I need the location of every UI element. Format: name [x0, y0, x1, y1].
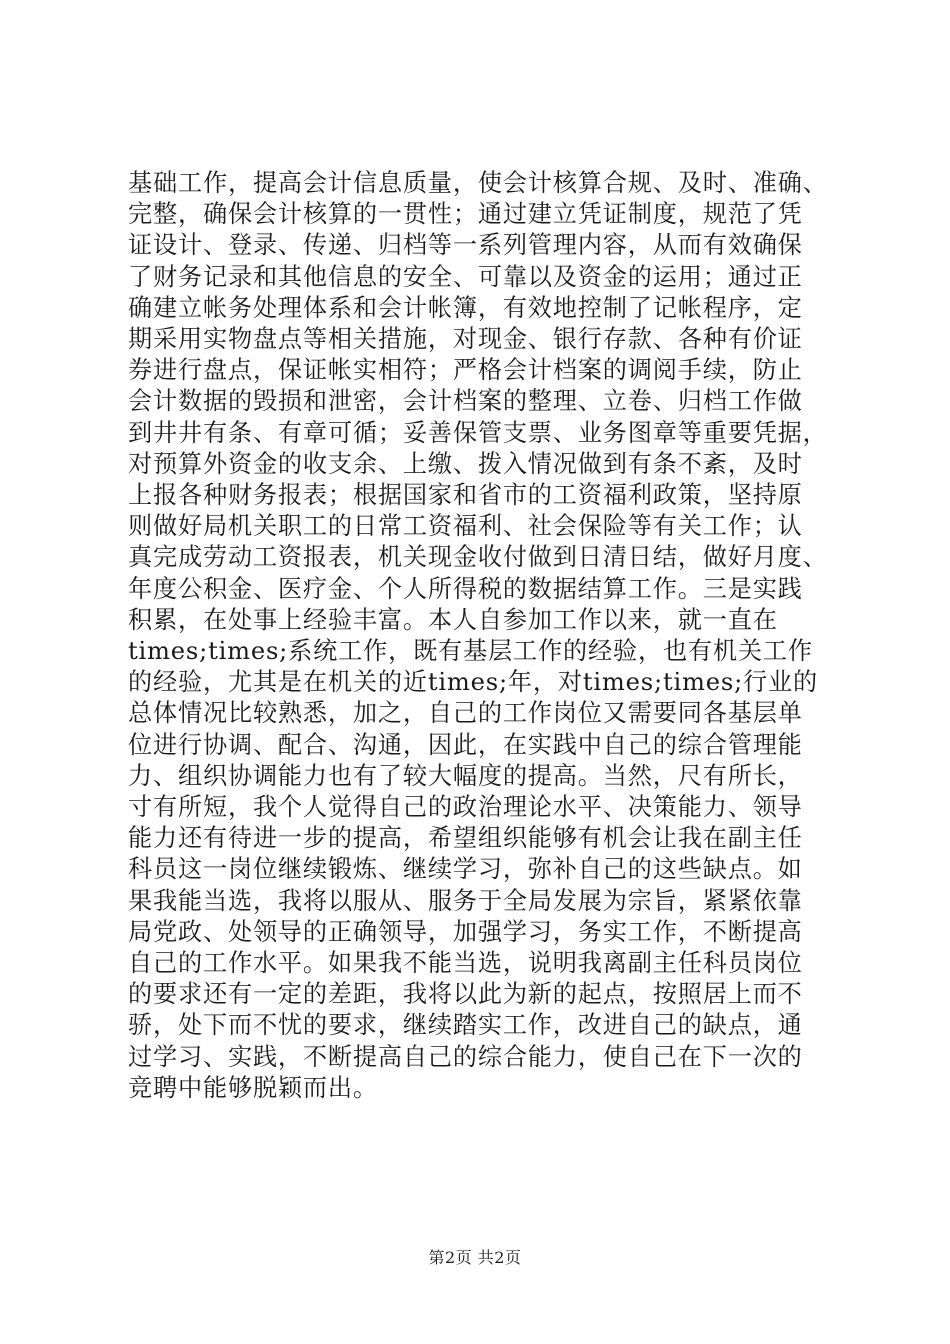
- text-line: 局党政、处领导的正确领导，加强学习，务实工作，不断提高: [128, 917, 803, 946]
- text-line: 竞聘中能够脱颖而出。: [128, 1073, 378, 1102]
- text-line: 的经验，尤其是在机关的近times;年，对times;times;行业的: [128, 668, 818, 697]
- text-line: 位进行协调、配合、沟通，因此，在实践中自己的综合管理能: [128, 730, 803, 759]
- text-line: 总体情况比较熟悉，加之，自己的工作岗位又需要同各基层单: [128, 699, 803, 728]
- text-line: 自己的工作水平。如果我不能当选，说明我离副主任科员岗位: [128, 949, 803, 978]
- text-line: 了财务记录和其他信息的安全、可靠以及资金的运用；通过正: [128, 262, 803, 291]
- body-text: [128, 168, 840, 1104]
- text-line: 骄，处下而不忧的要求，继续踏实工作，改进自己的缺点，通: [128, 1011, 803, 1040]
- text-line: 力、组织协调能力也有了较大幅度的提高。当然，尺有所长，: [128, 761, 803, 790]
- text-line: 的要求还有一定的差距，我将以此为新的起点，按照居上而不: [128, 980, 803, 1009]
- text-line: 科员这一岗位继续锻炼、继续学习，弥补自己的这些缺点。如: [128, 855, 803, 884]
- text-line: 果我能当选，我将以服从、服务于全局发展为宗旨，紧紧依靠: [128, 886, 803, 915]
- text-line: 则做好局机关职工的日常工资福利、社会保险等有关工作；认: [128, 512, 803, 541]
- text-line: 上报各种财务报表；根据国家和省市的工资福利政策，坚持原: [128, 481, 803, 510]
- text-line: 对预算外资金的收支余、上缴、拨入情况做到有条不紊，及时: [128, 449, 803, 478]
- text-line: 券进行盘点，保证帐实相符；严格会计档案的调阅手续，防止: [128, 356, 803, 385]
- text-line: times;times;系统工作，既有基层工作的经验，也有机关工作: [128, 637, 813, 666]
- page-footer: [0, 1245, 950, 1268]
- text-line: 基础工作，提高会计信息质量，使会计核算合规、及时、准确、: [128, 169, 828, 197]
- text-line: 完整，确保会计核算的一贯性；通过建立凭证制度，规范了凭: [128, 200, 803, 229]
- text-line: 积累，在处事上经验丰富。本人自参加工作以来，就一直在: [128, 605, 778, 634]
- text-line: 真完成劳动工资报表，机关现金收付做到日清日结，做好月度、: [128, 543, 828, 572]
- text-line: 能力还有待进一步的提高，希望组织能够有机会让我在副主任: [128, 824, 803, 853]
- text-line: 期采用实物盘点等相关措施，对现金、银行存款、各种有价证: [128, 325, 803, 354]
- text-line: 会计数据的毁损和泄密，会计档案的整理、立卷、归档工作做: [128, 387, 803, 416]
- text-line: 到井井有条、有章可循；妥善保管支票、业务图章等重要凭据，: [128, 418, 828, 447]
- page-number-label: 第2页 共2页: [428, 1248, 522, 1267]
- text-line: 年度公积金、医疗金、个人所得税的数据结算工作。三是实践: [128, 574, 803, 603]
- text-line: 过学习、实践，不断提高自己的综合能力，使自己在下一次的: [128, 1042, 803, 1071]
- text-line: 确建立帐务处理体系和会计帐簿，有效地控制了记帐程序，定: [128, 293, 803, 322]
- text-line: 寸有所短，我个人觉得自己的政治理论水平、决策能力、领导: [128, 793, 803, 822]
- text-line: 证设计、登录、传递、归档等一系列管理内容，从而有效确保: [128, 231, 803, 260]
